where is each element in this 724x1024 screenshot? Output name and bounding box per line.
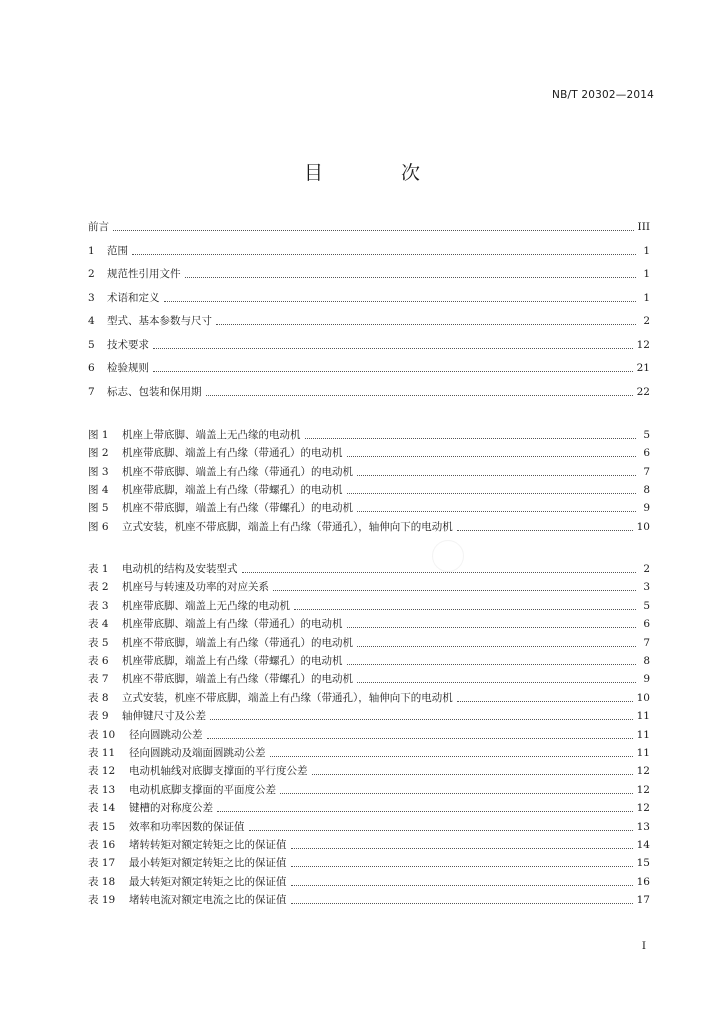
dot-leader: [270, 755, 633, 757]
table-entry[interactable]: [88, 892, 650, 908]
document-code: NB/T 20302—2014: [552, 89, 654, 101]
dot-leader: [217, 810, 633, 812]
dot-leader: [294, 608, 636, 610]
table-entry-page: 16: [636, 875, 650, 888]
section-entry-label: 术语和定义: [107, 291, 160, 304]
table-entry-label: 最小转矩对额定转矩之比的保证值: [129, 857, 287, 870]
section-entry[interactable]: [88, 219, 650, 235]
table-entry-number: 表 14: [88, 802, 116, 815]
figure-entry-number: 图 3: [88, 465, 109, 478]
table-entry-label: 径向圆跳动公差: [129, 728, 203, 741]
dot-leader: [164, 300, 637, 302]
table-entry[interactable]: [88, 690, 650, 706]
dot-leader: [357, 645, 636, 647]
figure-entry-page: 6: [643, 447, 650, 460]
dot-leader: [242, 571, 637, 573]
dot-leader: [291, 847, 633, 849]
figure-entry[interactable]: [88, 482, 650, 498]
dot-leader: [291, 902, 633, 904]
table-entry-page: 13: [636, 820, 650, 833]
table-entry-page: 9: [643, 673, 650, 686]
section-entry-page: 22: [636, 385, 650, 398]
table-entry-number: 表 13: [88, 783, 116, 796]
dot-leader: [305, 437, 637, 439]
dot-leader: [153, 370, 633, 372]
section-entry-label: 范围: [107, 244, 128, 257]
table-entry-label: 最大转矩对额定转矩之比的保证值: [129, 875, 287, 888]
figure-entry[interactable]: [88, 445, 650, 461]
table-entry-label: 轴伸键尺寸及公差: [122, 710, 206, 723]
dot-leader: [210, 718, 633, 720]
table-entry-page: 14: [636, 839, 650, 851]
figure-entry-number: 图 4: [88, 483, 109, 496]
table-entry-page: 11: [636, 710, 650, 723]
table-entry[interactable]: [88, 782, 650, 798]
figure-entry-page: 10: [636, 520, 650, 533]
table-entry-number: 表 17: [88, 857, 116, 870]
figure-entry-number: 图 1: [88, 429, 109, 441]
table-entry-number: 表 16: [88, 839, 116, 851]
section-entry-label: 技术要求: [107, 338, 149, 351]
table-entry[interactable]: [88, 727, 650, 743]
section-entry-page: 1: [643, 244, 650, 257]
table-entry-label: 机座不带底脚，端盖上有凸缘（带通孔）的电动机: [122, 636, 353, 649]
table-entry[interactable]: [88, 653, 650, 669]
table-entry-number: 表 12: [88, 765, 116, 778]
dot-leader: [357, 474, 636, 476]
figure-entry-label: 机座带底脚、端盖上有凸缘（带通孔）的电动机: [122, 447, 343, 460]
table-entry-page: 17: [636, 894, 650, 907]
section-entry-label: 型式、基本参数与尺寸: [107, 315, 212, 327]
figure-entry-number: 图 5: [88, 502, 109, 515]
dot-leader: [280, 792, 633, 794]
dot-leader: [291, 884, 633, 886]
table-entry[interactable]: [88, 598, 650, 614]
table-entry-number: 表 18: [88, 875, 116, 888]
table-entry-label: 堵转转矩对额定转矩之比的保证值: [129, 839, 287, 851]
table-entry-label: 电动机底脚支撑面的平面度公差: [129, 783, 276, 796]
dot-leader: [457, 700, 633, 702]
section-entry-number: 3: [88, 291, 95, 304]
section-entry[interactable]: [88, 384, 650, 400]
table-entry-page: 2: [643, 563, 650, 575]
section-entry-page: 2: [643, 315, 650, 327]
figure-entry-label: 机座上带底脚、端盖上无凸缘的电动机: [122, 429, 301, 441]
table-entry-number: 表 8: [88, 691, 109, 704]
table-entry-page: 15: [636, 857, 650, 870]
table-entry-number: 表 4: [88, 618, 109, 631]
section-entry-label: 规范性引用文件: [107, 268, 181, 280]
dot-leader: [153, 347, 633, 349]
section-entry-label: 前言: [88, 221, 109, 233]
section-entry-page: 1: [643, 268, 650, 280]
table-entry[interactable]: [88, 763, 650, 779]
dot-leader: [132, 253, 636, 255]
watermark-seal: [432, 540, 464, 572]
table-entry-number: 表 7: [88, 673, 109, 686]
table-entry-number: 表 3: [88, 599, 109, 612]
page-number: I: [641, 940, 646, 952]
table-entry-label: 机座不带底脚，端盖上有凸缘（带螺孔）的电动机: [122, 673, 353, 686]
table-entry-page: 6: [643, 618, 650, 631]
figure-entry[interactable]: [88, 464, 650, 480]
table-entry-page: 5: [643, 599, 650, 612]
table-entry-page: 12: [636, 802, 650, 815]
table-entry[interactable]: [88, 800, 650, 816]
dot-leader: [273, 589, 636, 591]
figure-entry[interactable]: [88, 500, 650, 516]
figure-entry[interactable]: [88, 519, 650, 535]
dot-leader: [206, 394, 633, 396]
table-entry[interactable]: [88, 855, 650, 871]
table-entry-page: 3: [643, 581, 650, 594]
figure-entry-label: 机座不带底脚，端盖上有凸缘（带螺孔）的电动机: [122, 502, 353, 515]
table-entry-number: 表 1: [88, 563, 109, 575]
section-entry-number: 4: [88, 315, 95, 327]
figure-entry-label: 机座带底脚，端盖上有凸缘（带螺孔）的电动机: [122, 483, 343, 496]
section-entry-number: 1: [88, 244, 95, 257]
section-entry[interactable]: [88, 290, 650, 306]
table-entry-label: 机座带底脚，端盖上有凸缘（带螺孔）的电动机: [122, 655, 343, 667]
section-entry[interactable]: [88, 313, 650, 329]
table-entry[interactable]: [88, 671, 650, 687]
table-entry-number: 表 15: [88, 820, 116, 833]
table-entry-page: 10: [636, 691, 650, 704]
table-entry-number: 表 5: [88, 636, 109, 649]
table-entry-page: 11: [636, 747, 650, 759]
section-entry[interactable]: [88, 243, 650, 259]
table-entry[interactable]: [88, 635, 650, 651]
figure-entry-page: 5: [643, 429, 650, 441]
table-entry-label: 效率和功率因数的保证值: [129, 820, 245, 833]
section-entry-page: 1: [643, 291, 650, 304]
section-entry-label: 标志、包装和保用期: [107, 385, 202, 398]
table-entry-label: 机座号与转速及功率的对应关系: [122, 581, 269, 594]
figure-entry-page: 8: [643, 483, 650, 496]
dot-leader: [207, 737, 633, 739]
table-entry-label: 电动机轴线对底脚支撑面的平行度公差: [129, 765, 308, 778]
table-entry[interactable]: [88, 708, 650, 724]
table-entry-page: 7: [643, 636, 650, 649]
table-entry-label: 机座带底脚、端盖上无凸缘的电动机: [122, 599, 290, 612]
table-entry-number: 表 11: [88, 747, 116, 759]
table-entry-label: 键槽的对称度公差: [129, 802, 213, 815]
figure-entry-label: 立式安装，机座不带底脚，端盖上有凸缘（带通孔），轴伸向下的电动机: [122, 520, 453, 533]
table-entry[interactable]: [88, 819, 650, 835]
figure-entry-page: 7: [643, 465, 650, 478]
dot-leader: [113, 229, 634, 231]
table-entry-label: 电动机的结构及安装型式: [122, 563, 238, 575]
table-entry[interactable]: [88, 579, 650, 595]
page-title: 目 次: [303, 162, 457, 184]
table-entry-page: 12: [636, 765, 650, 778]
table-entry-page: 8: [643, 655, 650, 667]
dot-leader: [249, 829, 633, 831]
section-entry-number: 6: [88, 362, 95, 374]
table-entry-number: 表 9: [88, 710, 109, 723]
section-entry-page: III: [637, 221, 650, 233]
section-entry-page: 21: [636, 362, 650, 374]
table-entry-label: 机座带底脚、端盖上有凸缘（带通孔）的电动机: [122, 618, 343, 631]
figure-entry-number: 图 6: [88, 520, 109, 533]
table-entry-label: 立式安装，机座不带底脚，端盖上有凸缘（带通孔），轴伸向下的电动机: [122, 691, 453, 704]
table-entry-number: 表 6: [88, 655, 109, 667]
table-entry-page: 12: [636, 783, 650, 796]
dot-leader: [457, 529, 633, 531]
dot-leader: [312, 773, 633, 775]
table-entry[interactable]: [88, 874, 650, 890]
table-entry[interactable]: [88, 616, 650, 632]
dot-leader: [185, 276, 637, 278]
section-entry-number: 2: [88, 268, 95, 280]
dot-leader: [291, 865, 633, 867]
figure-entry-label: 机座不带底脚、端盖上有凸缘（带通孔）的电动机: [122, 465, 353, 478]
table-entry[interactable]: [88, 745, 650, 761]
section-entry-number: 7: [88, 385, 95, 398]
figure-entry-page: 9: [643, 502, 650, 515]
table-entry-number: 表 2: [88, 581, 109, 594]
section-entry[interactable]: [88, 266, 650, 282]
table-entry-label: 堵转电流对额定电流之比的保证值: [129, 894, 287, 907]
section-entry-page: 12: [636, 338, 650, 351]
dot-leader: [216, 323, 636, 325]
section-entry-label: 检验规则: [107, 362, 149, 374]
dot-leader: [357, 681, 636, 683]
table-entry-label: 径向圆跳动及端面圆跳动公差: [129, 747, 266, 759]
section-entry[interactable]: [88, 360, 650, 376]
section-entry[interactable]: [88, 337, 650, 353]
table-entry[interactable]: [88, 837, 650, 853]
table-entry-page: 11: [636, 728, 650, 741]
section-entry-number: 5: [88, 338, 95, 351]
dot-leader: [347, 492, 637, 494]
table-entry[interactable]: [88, 561, 650, 577]
table-entry-number: 表 10: [88, 728, 116, 741]
dot-leader: [347, 626, 637, 628]
dot-leader: [357, 510, 636, 512]
figure-entry-number: 图 2: [88, 447, 109, 460]
dot-leader: [347, 455, 637, 457]
table-entry-number: 表 19: [88, 894, 116, 907]
dot-leader: [347, 663, 637, 665]
figure-entry[interactable]: [88, 427, 650, 443]
